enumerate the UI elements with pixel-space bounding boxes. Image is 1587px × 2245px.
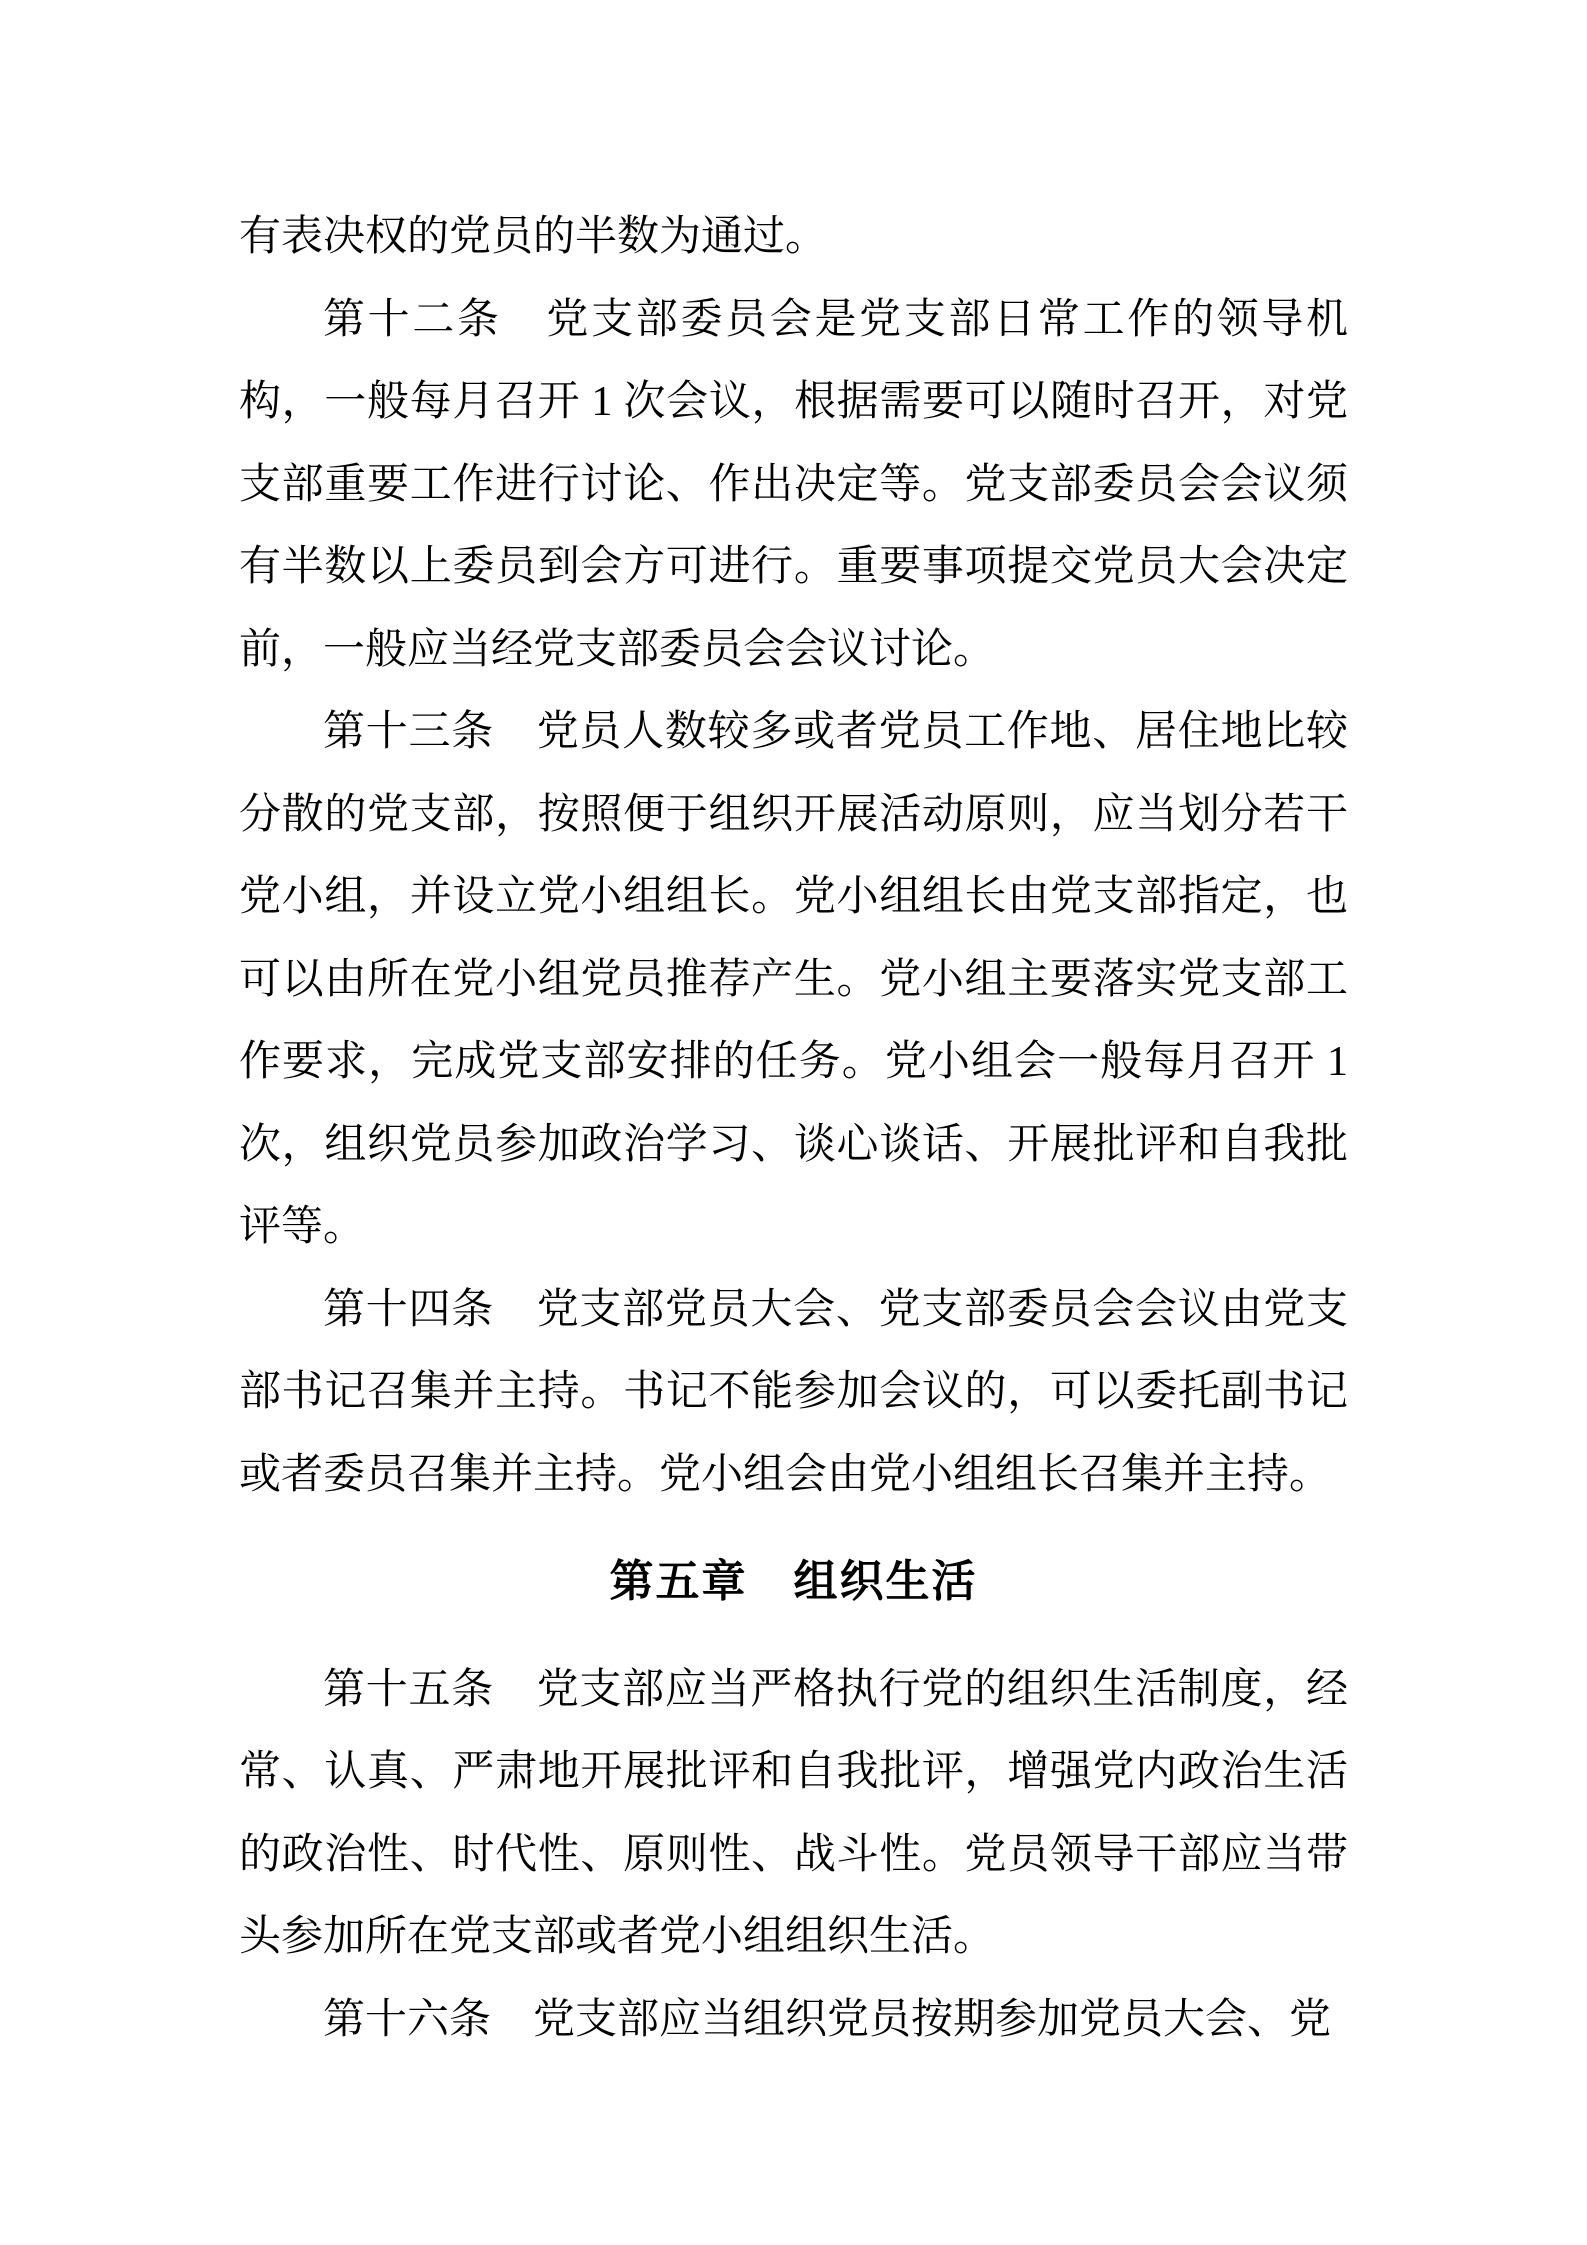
body-paragraph: 有表决权的党员的半数为通过。 xyxy=(239,214,828,260)
body-paragraph: 第十三条 党员人数较多或者党员工作地、居住地比较分散的党支部，按照便于组织开展活动原则，应当划分若干党小组，并设立党小组组长。党小组组长由党支部指定，也可以由所在党小组党员推荐产生。党小组主要落实党支部工作要求，完成党支部安排的任务。党小组会一般每月召开 1 次，组织党员参加政治学习、谈心谈话、开展批评和自我批评等。 xyxy=(239,709,1348,1250)
body-paragraph: 第十四条 党支部党员大会、党支部委员会会议由党支部书记召集并主持。书记不能参加会议的，可以委托副书记或者委员召集并主持。党小组会由党小组组长召集并主持。 xyxy=(239,1286,1348,1498)
body-paragraph: 第十五条 党支部应当严格执行党的组织生活制度，经常、认真、严肃地开展批评和自我批评，增强党内政治生活的政治性、时代性、原则性、战斗性。党员领导干部应当带头参加所在党支部或者党小组组织生活。 xyxy=(239,1666,1348,1960)
document-content xyxy=(239,196,1348,2061)
body-paragraph: 第十二条 党支部委员会是党支部日常工作的领导机构，一般每月召开 1 次会议，根据需要可以随时召开，对党支部重要工作进行讨论、作出决定等。党支部委员会会议须有半数以上委员到会方可进行。重要事项提交党员大会决定前，一般应当经党支部委员会会议讨论。 xyxy=(239,296,1348,673)
chapter-heading: 第五章 组织生活 xyxy=(609,1557,978,1606)
body-paragraph: 第十六条 党支部应当组织党员按期参加党员大会、党 xyxy=(323,1996,1332,2043)
